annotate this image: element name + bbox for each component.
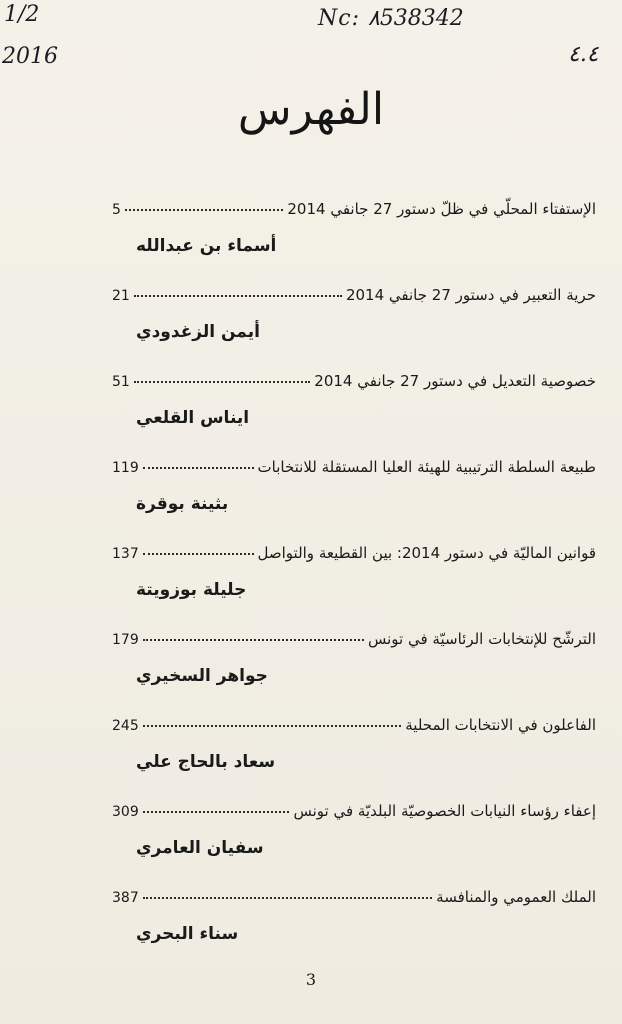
toc-entry-line bbox=[112, 544, 596, 572]
dot-leader bbox=[143, 457, 254, 469]
toc-entry-author: سناء البحري bbox=[136, 924, 239, 944]
toc-entry-line bbox=[112, 888, 596, 916]
toc-page-number: 21 bbox=[112, 288, 130, 304]
page-title: الفهرس bbox=[237, 84, 385, 135]
dot-leader bbox=[143, 543, 254, 555]
toc-entry-title: قوانين الماليّة في دستور 2014: بين القطيعة والتواصل bbox=[257, 544, 596, 562]
toc-page-number: 51 bbox=[112, 374, 130, 390]
handwritten-date-year: 2016 bbox=[2, 44, 58, 69]
toc-entry-line bbox=[112, 286, 596, 314]
toc-entry bbox=[112, 802, 596, 888]
dot-leader bbox=[143, 801, 290, 813]
toc-entry-title: الفاعلون في الانتخابات المحلية bbox=[405, 716, 596, 734]
toc-entry-author: أيمن الزغدودي bbox=[136, 322, 260, 342]
toc-entry-author: سعاد بالحاج علي bbox=[136, 752, 276, 772]
toc-page-number: 179 bbox=[112, 632, 139, 648]
table-of-contents bbox=[112, 200, 596, 974]
toc-page-number: 5 bbox=[112, 202, 121, 218]
toc-entry-title: طبيعة السلطة الترتيبية للهيئة العليا المستقلة للانتخابات bbox=[257, 458, 596, 476]
toc-page-number: 137 bbox=[112, 546, 139, 562]
dot-leader bbox=[134, 285, 342, 297]
dot-leader bbox=[143, 629, 364, 641]
toc-entry bbox=[112, 458, 596, 544]
toc-entry-author: أسماء بن عبدالله bbox=[136, 236, 277, 256]
toc-entry-author: سفيان العامري bbox=[136, 838, 264, 858]
dot-leader bbox=[143, 887, 432, 899]
dot-leader bbox=[134, 371, 310, 383]
handwritten-date-top: 1/2 bbox=[4, 2, 40, 27]
toc-entry bbox=[112, 544, 596, 630]
dot-leader bbox=[143, 715, 402, 727]
toc-entry-title: الإستفتاء المحلّي في ظلّ دستور 27 جانفي 2014 bbox=[287, 200, 596, 218]
handwritten-shelf-mark: ٤.٤ bbox=[568, 42, 599, 67]
page-number: 3 bbox=[305, 970, 317, 989]
toc-entry-line bbox=[112, 458, 596, 486]
toc-entry-line bbox=[112, 802, 596, 830]
toc-entry-title: الملك العمومي والمنافسة bbox=[436, 888, 596, 906]
toc-page-number: 309 bbox=[112, 804, 139, 820]
toc-page-number: 387 bbox=[112, 890, 139, 906]
toc-entry bbox=[112, 716, 596, 802]
toc-entry-author: بثينة بوقرة bbox=[136, 494, 229, 514]
toc-entry-author: جواهر السخيري bbox=[136, 666, 268, 686]
toc-page-number: 119 bbox=[112, 460, 139, 476]
toc-entry-line bbox=[112, 372, 596, 400]
toc-entry bbox=[112, 372, 596, 458]
toc-entry-title: الترشّح للإنتخابات الرئاسيّة في تونس bbox=[368, 630, 596, 648]
dot-leader bbox=[125, 199, 283, 211]
handwritten-catalog-number: Nc: ٨538342 bbox=[318, 6, 464, 31]
toc-entry-title: حرية التعبير في دستور 27 جانفي 2014 bbox=[345, 286, 596, 304]
toc-entry bbox=[112, 286, 596, 372]
toc-page-number: 245 bbox=[112, 718, 139, 734]
toc-entry-title: خصوصية التعديل في دستور 27 جانفي 2014 bbox=[314, 372, 596, 390]
toc-entry bbox=[112, 888, 596, 974]
toc-entry-author: ايناس القلعي bbox=[136, 408, 250, 428]
toc-entry-line bbox=[112, 200, 596, 228]
toc-entry-title: إعفاء رؤساء النيابات الخصوصيّة البلديّة في تونس bbox=[293, 802, 596, 820]
toc-entry bbox=[112, 630, 596, 716]
toc-entry bbox=[112, 200, 596, 286]
toc-entry-line bbox=[112, 630, 596, 658]
toc-entry-line bbox=[112, 716, 596, 744]
toc-entry-author: جليلة بوزويتة bbox=[136, 580, 247, 600]
